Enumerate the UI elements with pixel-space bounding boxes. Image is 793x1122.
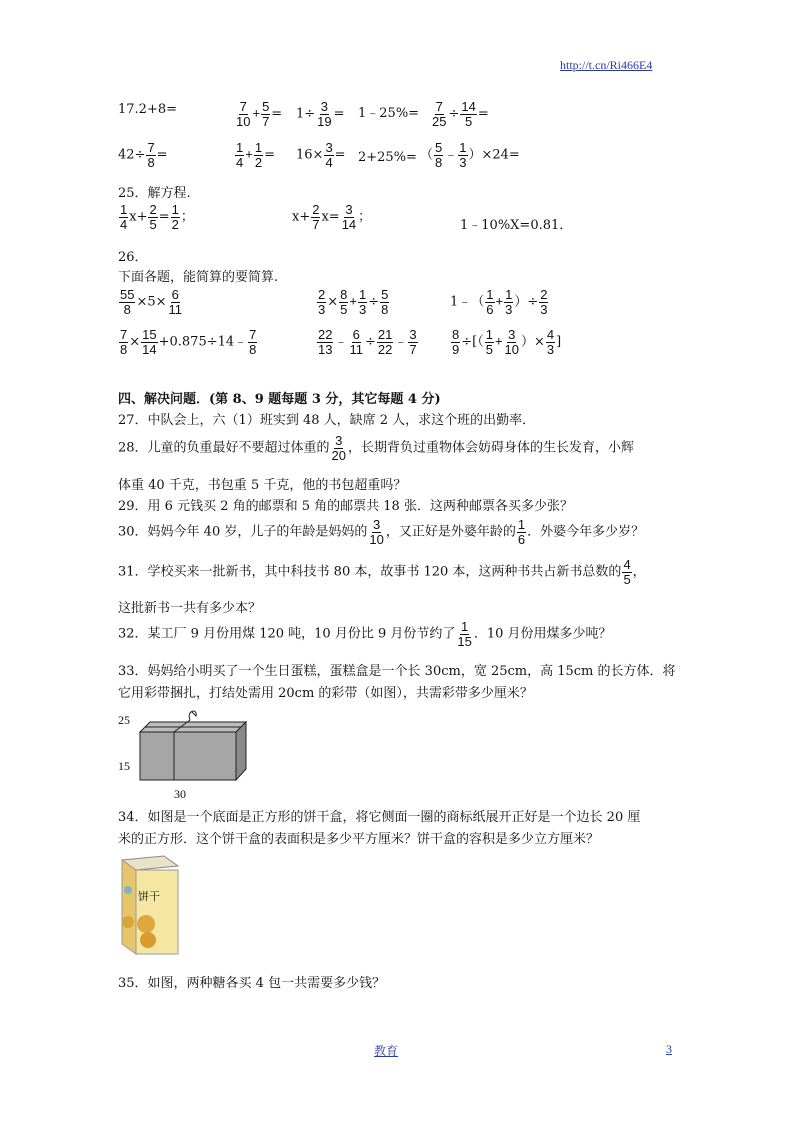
fraction: $\frac{1}{2}$: [171, 202, 179, 232]
q26-problem-1: $\frac{55}{8}$ ×5× $\frac{6}{11}$: [120, 287, 183, 317]
fraction: $\frac{5}{8}$: [435, 140, 443, 170]
calc-item-2: $\frac{7}{10}$ + $\frac{5}{7}$ =: [236, 99, 283, 129]
q26-problem-4: $\frac{7}{8}$ × $\frac{15}{14}$ +0.875÷14﹣ $\frac{7}{8}$: [120, 327, 257, 357]
q25-equation-1: $\frac{1}{4}$ x+ $\frac{2}{5}$ = $\frac{1}{2}$ ；: [120, 202, 194, 232]
box-height-label: 15: [118, 759, 130, 773]
calc-item-9: 2+25%=: [358, 150, 417, 165]
footer-link[interactable]: 教育: [374, 1044, 399, 1058]
q25-equation-2: x+ $\frac{2}{7}$ x= $\frac{3}{14}$ ；: [292, 202, 372, 232]
fraction: $\frac{3}{10}$: [504, 327, 519, 357]
q32-text: 32．某工厂 9 月份用煤 120 吨，10 月份比 9 月份节约了 $\frac{1}{15}$ ．10 月份用煤多少吨？: [118, 619, 612, 649]
fraction: $\frac{4}{3}$: [546, 327, 555, 357]
fraction: $\frac{7}{8}$: [147, 140, 155, 170]
q28-line-2: 体重 40 千克，书包重 5 千克，他的书包超重吗？: [118, 478, 407, 493]
fraction: $\frac{7}{8}$: [120, 327, 128, 357]
fraction: $\frac{2}{3}$: [540, 287, 548, 317]
fraction: $\frac{8}{5}$: [340, 287, 348, 317]
q34-line-1: 34．如图是一个底面是正方形的饼干盒，将它侧面一圈的商标纸展开正好是一个边长 20 厘: [118, 810, 641, 825]
q26-problem-5: $\frac{22}{13}$ ﹣ $\frac{6}{11}$ ÷ $\frac{21}{22}$ ﹣ $\frac{3}{7}$: [318, 327, 417, 357]
fraction: $\frac{1}{4}$: [236, 140, 244, 170]
fraction: $\frac{2}{7}$: [312, 202, 320, 232]
q29-text: 29．用 6 元钱买 2 角的邮票和 5 角的邮票共 18 张．这两种邮票各买多少张？: [118, 499, 573, 514]
fraction: $\frac{1}{3}$: [459, 140, 467, 170]
q34-line-2: 米的正方形．这个饼干盒的表面积是多少平方厘米？饼干盒的容积是多少立方厘米？: [118, 832, 600, 847]
q26-problem-2: $\frac{2}{3}$ × $\frac{8}{5}$ + $\frac{1}{3}$ ÷ $\frac{5}{8}$: [318, 287, 389, 317]
fraction: $\frac{3}{20}$: [331, 433, 347, 463]
fraction: $\frac{1}{4}$: [120, 202, 128, 232]
fraction: $\frac{1}{15}$: [457, 619, 472, 649]
fraction: $\frac{1}{6}$: [517, 517, 526, 547]
q25-title: 25．解方程.: [118, 186, 191, 201]
q31-line-2: 这批新书一共有多少本？: [118, 601, 262, 616]
fraction: $\frac{2}{3}$: [318, 287, 326, 317]
fraction: $\frac{1}{2}$: [254, 140, 263, 170]
cake-box-figure: [116, 704, 266, 804]
q26-problem-3: 1﹣（ $\frac{1}{6}$ + $\frac{1}{3}$ ）÷ $\frac{2}{3}$: [450, 287, 548, 317]
biscuit-label: 饼干: [138, 890, 160, 903]
q28-line-1: 28．儿童的负重最好不要超过体重的 $\frac{3}{20}$ ，长期背负过重物体会妨碍身体的生长发育，小辉: [118, 433, 635, 463]
section-4-title: 四、解决问题．(第 8、9 题每题 3 分，其它每题 4 分): [118, 392, 441, 407]
fraction: $\frac{3}{19}$: [317, 99, 332, 129]
calc-item-1: 17.2+8=: [118, 102, 178, 117]
fraction: $\frac{15}{14}$: [142, 327, 157, 357]
q30-text: 30．妈妈今年 40 岁，儿子的年龄是妈妈的 $\frac{3}{10}$ ，又正好是外婆年龄的 $\frac{1}{6}$ ．外婆今年多少岁？: [118, 517, 645, 547]
fraction: $\frac{1}{6}$: [486, 287, 494, 317]
fraction: $\frac{22}{13}$: [318, 327, 333, 357]
q26-instruction: 下面各题，能简算的要简算.: [118, 270, 279, 285]
fraction: $\frac{6}{11}$: [168, 287, 183, 317]
fraction: $\frac{1}{3}$: [358, 287, 367, 317]
box-width-label: 25: [118, 713, 130, 727]
fraction: $\frac{2}{5}$: [149, 202, 157, 232]
fraction: $\frac{5}{7}$: [262, 99, 270, 129]
calc-item-7: $\frac{1}{4}$ + $\frac{1}{2}$ =: [236, 140, 275, 170]
q26-title: 26．: [118, 250, 148, 265]
fraction: $\frac{1}{3}$: [505, 287, 513, 317]
calc-item-10: （ $\frac{5}{8}$ ﹣ $\frac{1}{3}$ ）×24=: [420, 140, 520, 170]
fraction: $\frac{6}{11}$: [349, 327, 363, 357]
calc-item-4: 1﹣25%=: [358, 106, 420, 121]
q25-equation-3: 1﹣10%X=0.81．: [460, 218, 573, 233]
fraction: $\frac{7}{8}$: [249, 327, 257, 357]
q26-problem-6: $\frac{8}{9}$ ÷[（ $\frac{1}{5}$ + $\frac{3}{10}$ ）× $\frac{4}{3}$ ]: [452, 327, 562, 357]
fraction: $\frac{7}{10}$: [236, 99, 251, 129]
q31-line-1: 31．学校买来一批新书，其中科技书 80 本，故事书 120 本，这两种书共占新书总数的 $\frac{4}{5}$ ，: [118, 557, 646, 587]
fraction: $\frac{5}{8}$: [381, 287, 389, 317]
page-number[interactable]: 3: [666, 1042, 672, 1056]
biscuit-tin-figure: [118, 852, 184, 958]
fraction: $\frac{8}{9}$: [452, 327, 460, 357]
fraction: $\frac{1}{5}$: [485, 327, 493, 357]
q33-line-2: 它用彩带捆扎，打结处需用 20cm 的彩带（如图），共需彩带多少厘米？: [118, 686, 533, 701]
q35-text: 35．如图，两种糖各买 4 包一共需要多少钱？: [118, 976, 386, 991]
fraction: $\frac{3}{14}$: [341, 202, 357, 232]
fraction: $\frac{14}{5}$: [461, 99, 476, 129]
calc-item-6: 42÷ $\frac{7}{8}$ =: [118, 140, 168, 170]
calc-item-3: 1÷ $\frac{3}{19}$ =: [296, 99, 345, 129]
fraction: $\frac{55}{8}$: [120, 287, 135, 317]
fraction: $\frac{3}{4}$: [325, 140, 333, 170]
header-url-link[interactable]: http://t.cn/Ri466E4: [560, 58, 653, 72]
fraction: $\frac{4}{5}$: [623, 557, 631, 587]
box-length-label: 30: [174, 787, 186, 801]
fraction: $\frac{7}{25}$: [432, 99, 447, 129]
calc-item-5: $\frac{7}{25}$ ÷ $\frac{14}{5}$ =: [432, 99, 489, 129]
fraction: $\frac{3}{7}$: [409, 327, 417, 357]
fraction: $\frac{21}{22}$: [377, 327, 393, 357]
fraction: $\frac{3}{10}$: [369, 517, 384, 547]
q27-text: 27．中队会上，六（1）班实到 48 人，缺席 2 人，求这个班的出勤率．: [118, 413, 536, 428]
calc-item-8: 16× $\frac{3}{4}$ =: [296, 140, 346, 170]
q33-line-1: 33．妈妈给小明买了一个生日蛋糕，蛋糕盒是一个长 30cm，宽 25cm，高 15cm 的长方体．将: [118, 664, 676, 679]
